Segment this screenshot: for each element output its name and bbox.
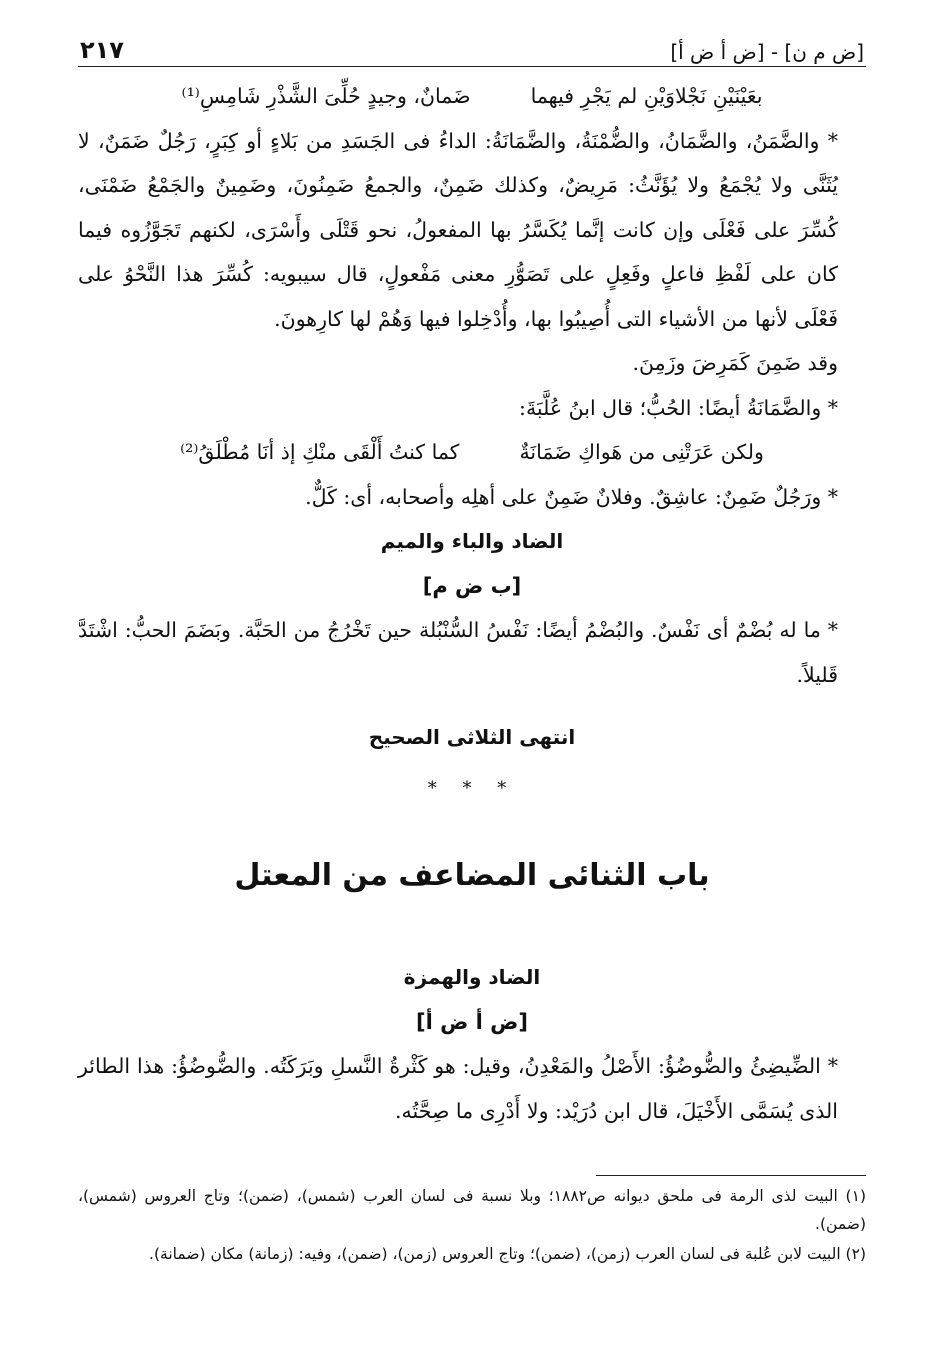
root-heading-bdm: [ب ض م] [422, 573, 522, 598]
verse-1 [78, 74, 866, 119]
page-number: ٢١٧ [80, 36, 124, 64]
paragraph-dhamana-love: * والضَّمَانَةُ أيضًا: الحُبُّ؛ قال ابنُ عُلَّبَةَ: [519, 395, 838, 420]
verse-2-first-hemistich: ولكن عَرَتْنِى من هَواكِ ضَمَانَةٌ [519, 440, 764, 464]
verse-2 [78, 430, 866, 475]
section-label: [ض م ن] - [ض أ ض أ] [670, 40, 864, 64]
footnotes [78, 1182, 866, 1270]
paragraph-budm: * ما له بُضْمٌ أى نَفْسٌ. والبُضْمُ أيضًا: نَفْسُ السُّنْبُلة حين تَخْرُجُ من الحَبَّة. وبَضَمَ الحبُّ: اشْتَدَّ قَليلاً. [78, 618, 838, 687]
footnote-2: (٢) البيت لابن عُلبة فى لسان العرب (زمن)، (ضمن)؛ وتاج العروس (زمن)، (ضمن)، وفيه: (زمانة) مكان (ضمانة). [149, 1245, 866, 1263]
running-header [80, 28, 864, 64]
footnote-rule [596, 1175, 866, 1176]
root-heading-dada: [ض أ ض أ] [415, 1009, 529, 1034]
verse-2-second-hemistich: كما كنتُ أَلْقَى منْكِ إذ أنَا مُطْلَقُ⁽²⁾ [180, 440, 460, 464]
paragraph-dhamina: وقد ضَمِنَ كَمَرِضَ وزَمِنَ. [632, 351, 838, 375]
paragraph-lover: * ورَجُلٌ ضَمِنٌ: عاشِقٌ. وفلانٌ ضَمِنٌ على أهلِه وأصحابه، أى: كَلٌّ. [305, 484, 838, 509]
section-separator-stars: * * * [427, 778, 517, 799]
paragraph-diyadi: * الضِّيضِئُ والضُّوضُؤُ: الأَصْلُ والمَعْدِنُ، وقيل: هو كَثْرةُ النَّسلِ وبَرَكَتُه. والضُّوضُؤُ: هذا الطائر الذى يُسَمَّى الأَخْيَلَ، قال ابن دُرَيْد: ولا أَدْرِى ما صِحَّتُه. [78, 1054, 838, 1123]
footnote-1: (١) البيت لذى الرمة فى ملحق ديوانه ص١٨٨٢؛ وبلا نسبة فى لسان العرب (شمس)، (ضمن)؛ وتاج العروس (شمس)، (ضمن). [78, 1187, 866, 1233]
paragraph-dhaman-disease: * والضَّمَنُ، والضَّمَانُ، والضُّمْنَةُ، والضَّمَانَةُ: الداءُ فى الجَسَدِ من بَلاءٍ أو كِبَرٍ، رَجُلٌ ضَمَنٌ، لا يُثَنَّى ولا يُجْمَعُ ولا يُؤَنَّثُ: مَرِيضٌ، وكذلك ضَمِنٌ، والجمعُ ضَمِنُونَ، وضَمِينٌ والجَمْعُ ضَمْنَى، كُسِّرَ على فَعْلَى وإن كانت إنَّما يُكَسَّرُ بها المفعولُ، نحو قَتْلَى وأَسْرَى، لكنهم تَجَوَّزُوه فيما كان على لَفْظِ فاعلٍ وفَعِلٍ على تَصَوُّرِ معنى مَفْعولٍ، قال سيبويه: كُسِّرَ هذا النَّحْوُ على فَعْلَى لأنها من الأشياء التى أُصِيبُوا بها، وأُدْخِلوا فيها وَهُمْ لها كارِهونَ. [78, 128, 838, 331]
section-heading-dad-ba-mim: الضاد والباء والميم [380, 529, 564, 553]
verse-1-first-hemistich: بعَيْنَيْنِ نَجْلاوَيْنِ لم يَجْرِ فيهما [530, 84, 763, 108]
verse-1-second-hemistich: ضَمانٌ، وجيدٍ حُلِّىَ الشَّذْرِ شَامِسِ⁽¹⁾ [181, 84, 471, 108]
header-rule [78, 66, 866, 67]
section-heading-dad-hamza: الضاد والهمزة [403, 965, 541, 989]
main-text [78, 74, 866, 1133]
end-note: انتهى الثلاثى الصحيح [368, 725, 576, 749]
chapter-title: باب الثنائى المضاعف من المعتل [234, 858, 710, 893]
